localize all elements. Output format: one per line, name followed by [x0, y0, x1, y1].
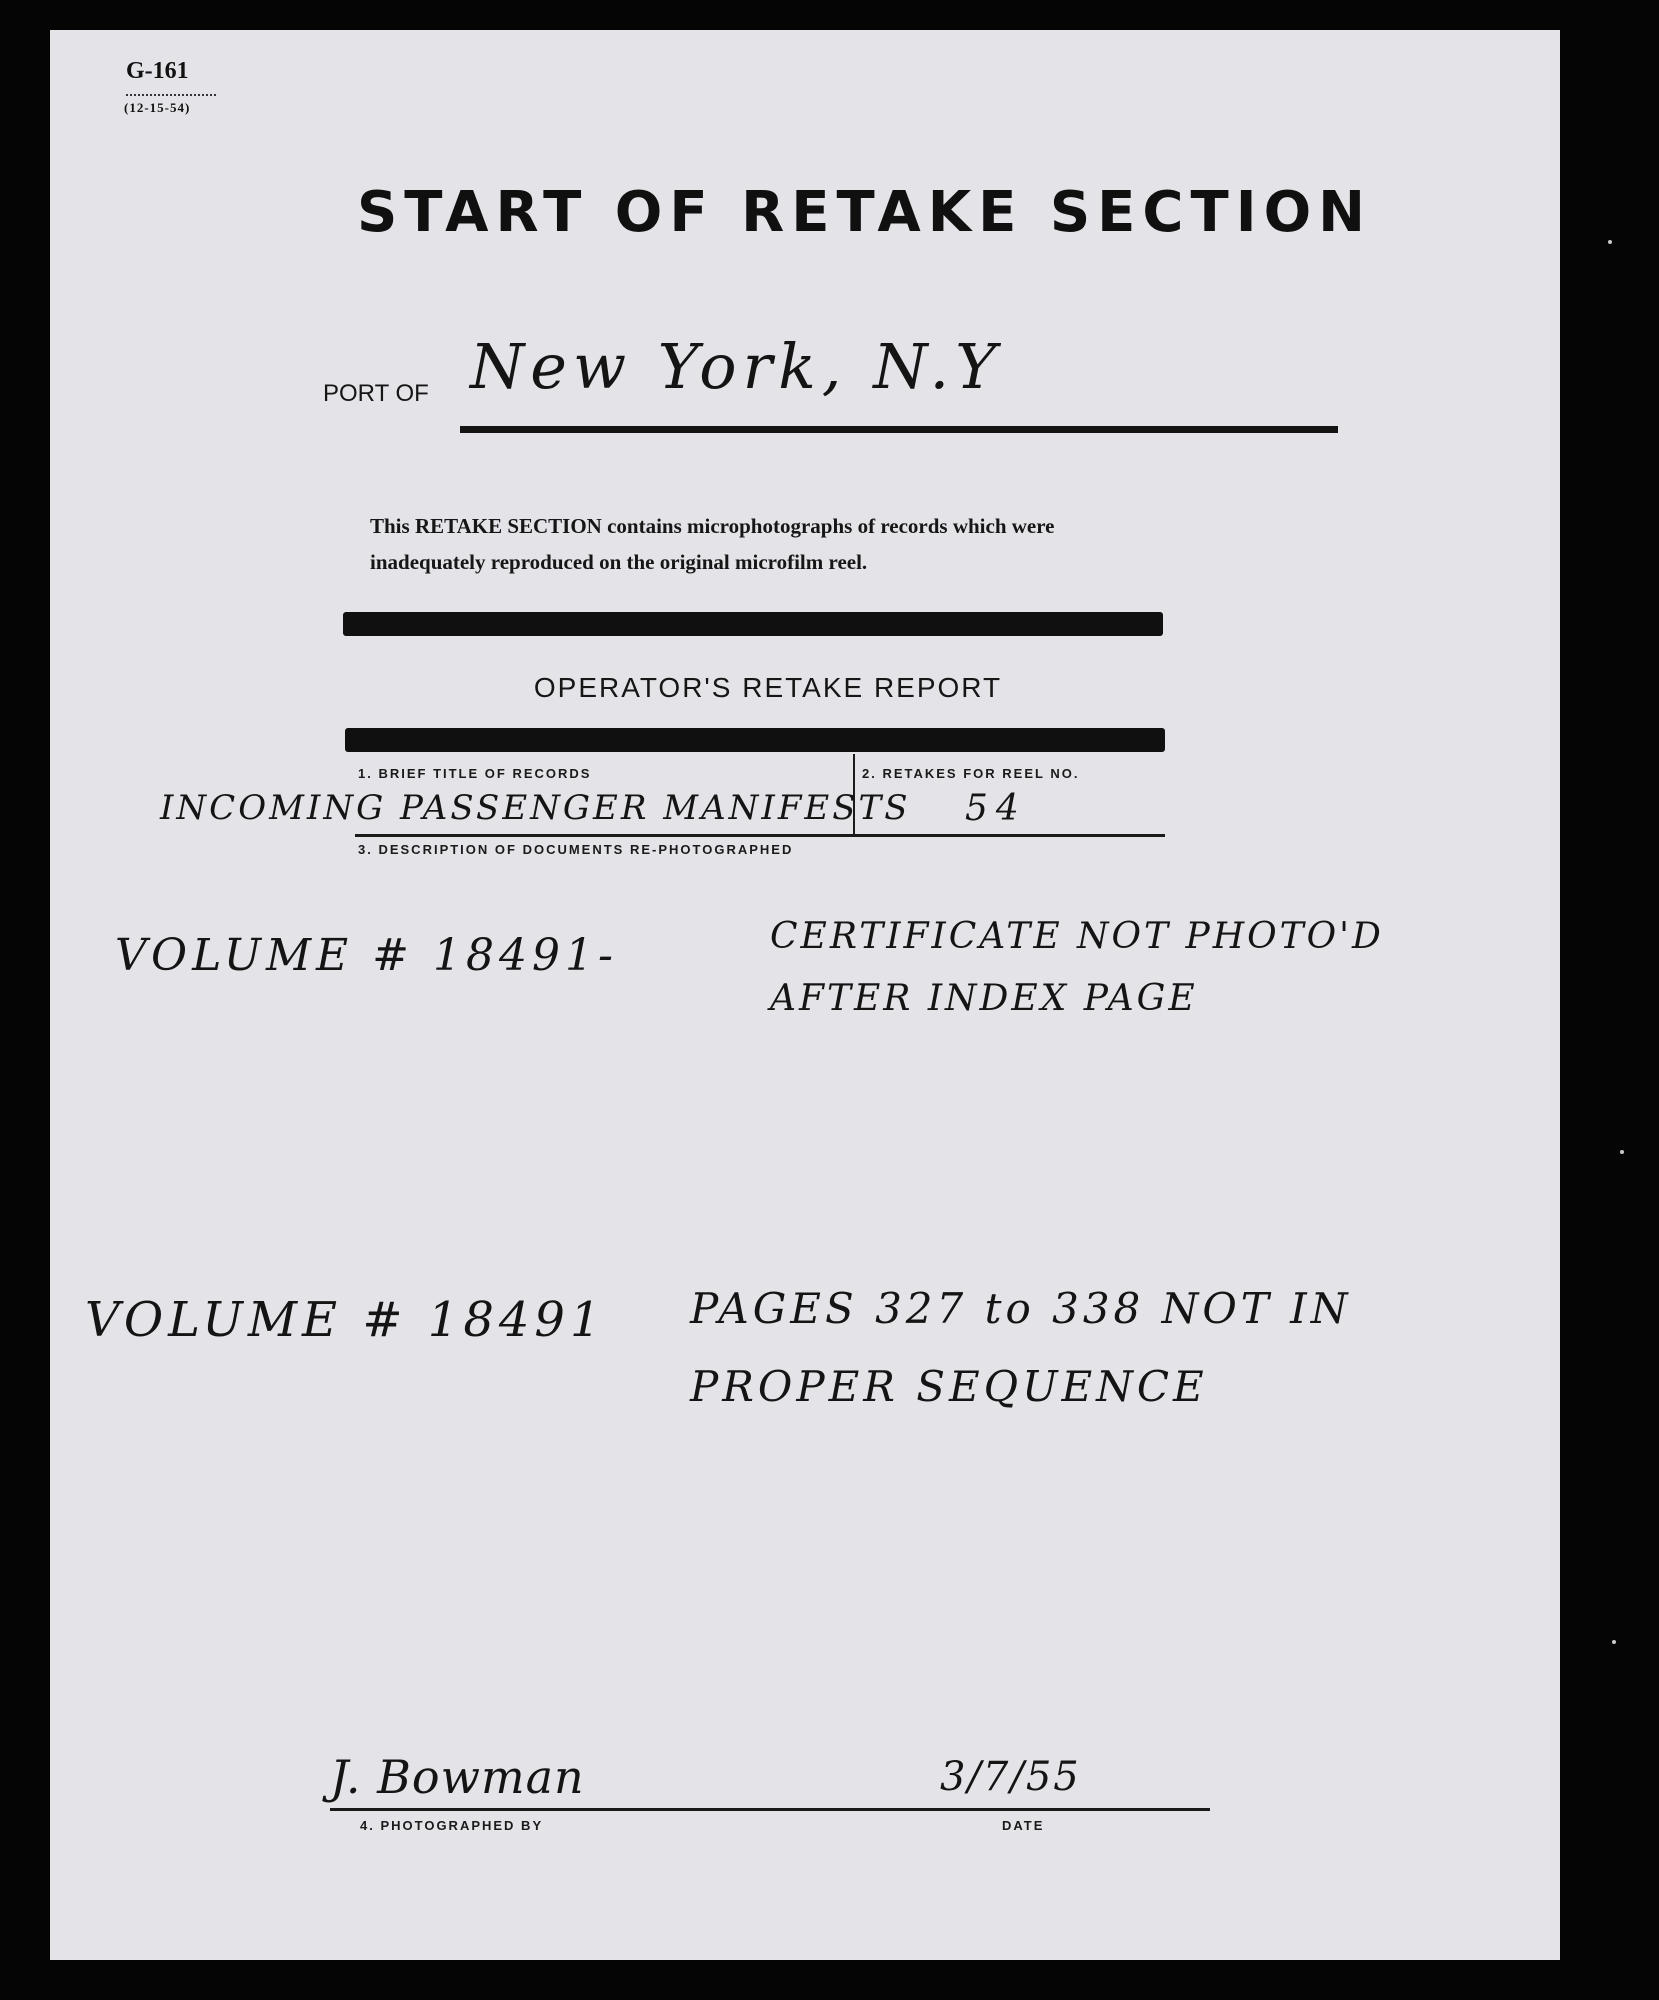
form-number: G-161 — [126, 58, 189, 84]
note-2-volume: VOLUME # 18491 — [85, 1292, 606, 1348]
port-underline — [460, 426, 1338, 433]
port-value-handwritten: New York, N.Y — [470, 330, 1003, 403]
note-2-description: PAGES 327 to 338 NOT IN PROPER SEQUENCE — [690, 1284, 1352, 1411]
photographer-signature: J. Bowman — [330, 1750, 585, 1804]
reel-number-value: 54 — [965, 788, 1027, 829]
signature-line — [330, 1808, 1210, 1811]
divider-bar-top — [343, 612, 1163, 636]
brief-title-value: INCOMING PASSENGER MANIFESTS — [160, 788, 911, 828]
port-label: PORT OF — [323, 380, 429, 407]
form-number-underline — [126, 94, 216, 96]
film-speck — [1620, 1150, 1624, 1154]
field-underline — [355, 834, 1165, 837]
date-value: 3/7/55 — [940, 1754, 1081, 1800]
retake-description: This RETAKE SECTION contains microphotographs of records which were inadequately reproduced on the original microfilm reel. — [370, 514, 1055, 574]
brief-title-label: 1. BRIEF TITLE OF RECORDS — [358, 766, 592, 781]
page-title: START OF RETAKE SECTION — [356, 180, 1373, 245]
divider-bar-bottom — [345, 728, 1165, 752]
date-label: DATE — [1002, 1818, 1045, 1833]
description-label: 3. DESCRIPTION OF DOCUMENTS RE-PHOTOGRAPHED — [358, 842, 794, 857]
reel-number-label: 2. RETAKES FOR REEL NO. — [862, 766, 1080, 781]
film-speck — [1612, 1640, 1616, 1644]
form-revision-date: (12-15-54) — [124, 100, 191, 115]
note-1-volume: VOLUME # 18491- — [115, 930, 618, 981]
note-1-description: CERTIFICATE NOT PHOTO'D AFTER INDEX PAGE — [770, 916, 1384, 1019]
film-speck — [1608, 240, 1612, 244]
photographed-by-label: 4. PHOTOGRAPHED BY — [360, 1818, 544, 1833]
report-title: OPERATOR'S RETAKE REPORT — [533, 672, 1003, 703]
